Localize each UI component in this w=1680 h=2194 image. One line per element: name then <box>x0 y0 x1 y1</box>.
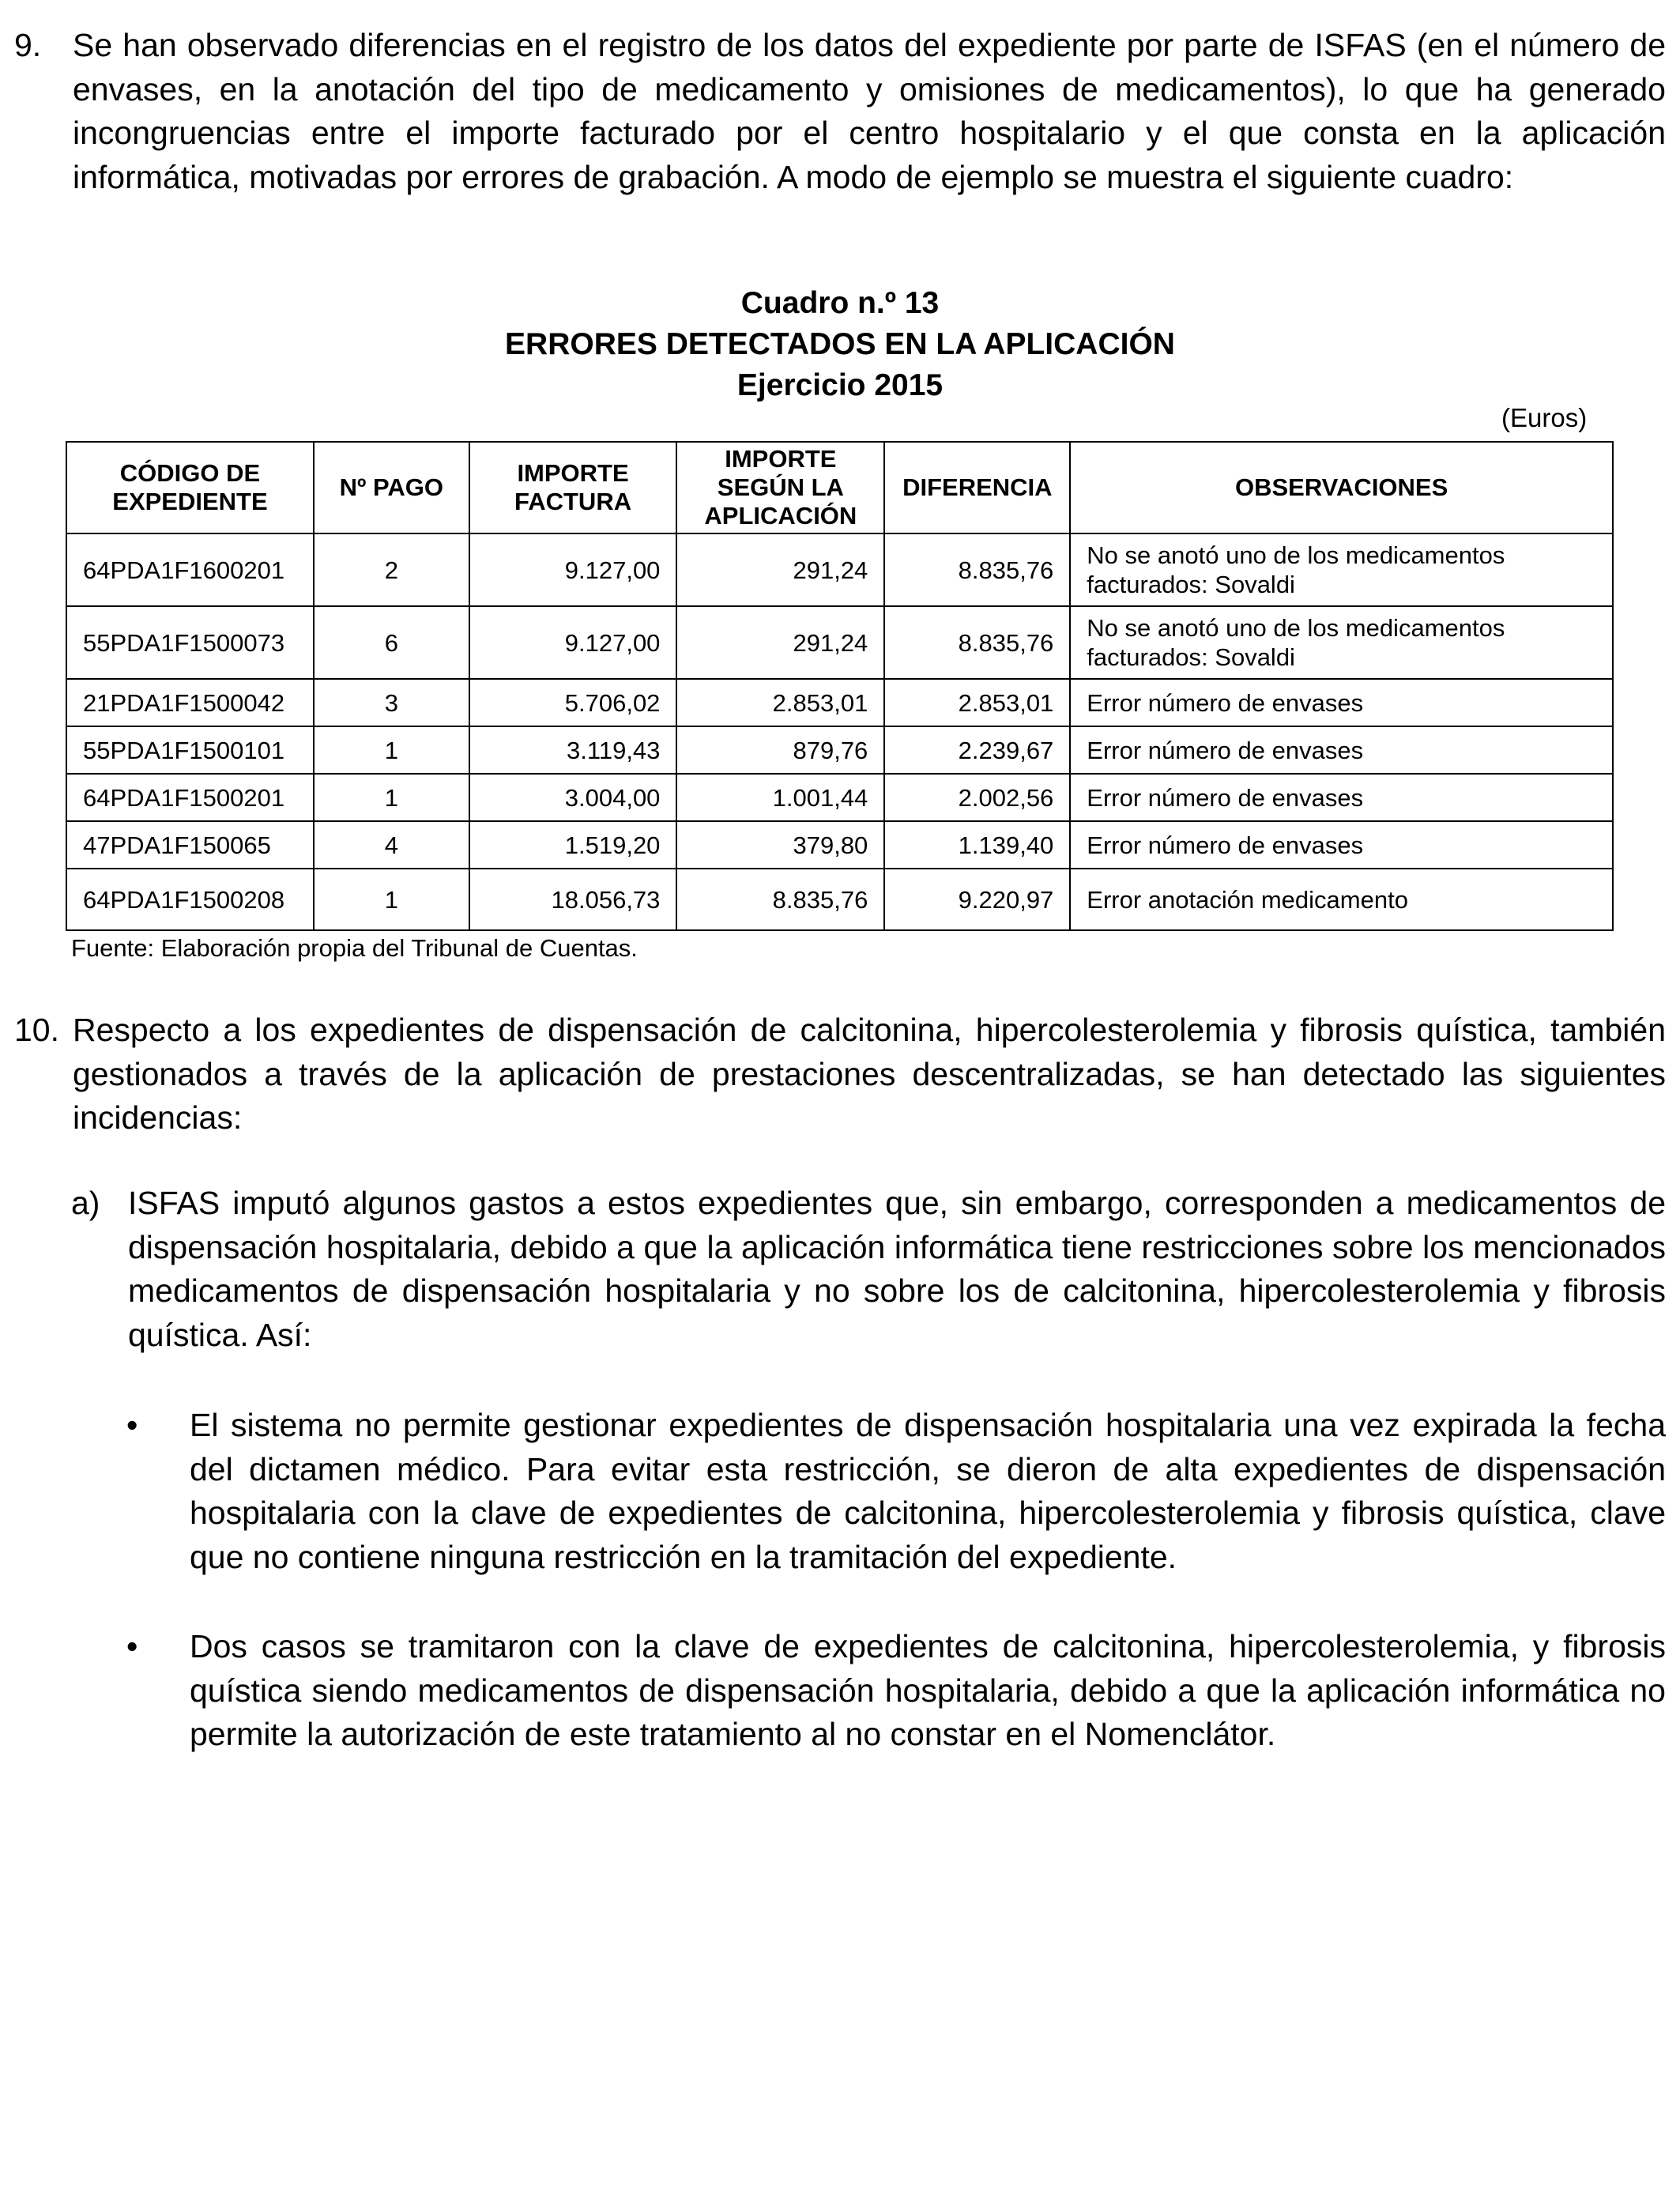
cell-importe-aplicacion: 291,24 <box>676 606 884 679</box>
cell-importe-factura: 9.127,00 <box>469 606 677 679</box>
cell-pago: 2 <box>314 533 469 606</box>
table-caption-number: Cuadro n.º 13 <box>740 286 940 320</box>
cell-observaciones: Error número de envases <box>1070 679 1613 726</box>
table-row <box>66 821 1613 869</box>
cell-importe-factura: 5.706,02 <box>469 679 677 726</box>
cell-observaciones: Error número de envases <box>1070 774 1613 821</box>
cell-pago: 6 <box>314 606 469 679</box>
cell-importe-factura: 3.119,43 <box>469 726 677 774</box>
cell-pago: 3 <box>314 679 469 726</box>
paragraph-text: Se han observado diferencias en el registro de los datos del expediente por parte de ISFAS (en el número de envases, en la anotación del tipo de medicamento y omisiones de medicamentos), lo que ha generado incongruencias entre el importe facturado por el centro hospitalario y el que consta en la aplicación informática, motivadas por errores de grabación. A modo de ejemplo se muestra el siguiente cuadro: <box>73 27 1666 195</box>
units-label: (Euros) <box>1501 403 1588 432</box>
table-source: Fuente: Elaboración propia del Tribunal de Cuentas. <box>71 934 638 962</box>
cell-importe-aplicacion: 379,80 <box>676 821 884 869</box>
subitem-text: ISFAS imputó algunos gastos a estos expedientes que, sin embargo, corresponden a medicamentos de dispensación hospitalaria, debido a que la aplicación informática tiene restricciones sobre los mencionados medicamentos de dispensación hospitalaria y no sobre los de calcitonina, hipercolesterolemia y fibrosis quística. Así: <box>128 1185 1666 1353</box>
table-row <box>66 606 1613 679</box>
cell-diferencia: 8.835,76 <box>884 606 1070 679</box>
cell-importe-aplicacion: 1.001,44 <box>676 774 884 821</box>
header-importe-factura: IMPORTE FACTURA <box>469 442 677 533</box>
cell-importe-aplicacion: 291,24 <box>676 533 884 606</box>
table-row <box>66 533 1613 606</box>
cell-importe-factura: 18.056,73 <box>469 869 677 930</box>
table-row <box>66 774 1613 821</box>
cell-observaciones: Error anotación medicamento <box>1070 869 1613 930</box>
header-codigo: CÓDIGO DE EXPEDIENTE <box>66 442 314 533</box>
cell-codigo: 64PDA1F1500208 <box>66 869 314 930</box>
bullet-dot-icon: • <box>126 1407 138 1443</box>
cell-codigo: 47PDA1F150065 <box>66 821 314 869</box>
table-caption-title: ERRORES DETECTADOS EN LA APLICACIÓN <box>505 327 1175 361</box>
cell-importe-aplicacion: 8.835,76 <box>676 869 884 930</box>
cell-codigo: 55PDA1F1500101 <box>66 726 314 774</box>
cell-importe-factura: 3.004,00 <box>469 774 677 821</box>
bullet-text: Dos casos se tramitaron con la clave de expedientes de calcitonina, hipercolesterolemia, y fibrosis quística siendo medicamentos de dispensación hospitalaria, debido a que la aplicación informática no permite la autorización de este tratamiento al no constar en el Nomenclátor. <box>190 1628 1666 1752</box>
cell-codigo: 55PDA1F1500073 <box>66 606 314 679</box>
cell-diferencia: 2.239,67 <box>884 726 1070 774</box>
cell-codigo: 64PDA1F1600201 <box>66 533 314 606</box>
bullet-item <box>126 1625 1666 1757</box>
cell-pago: 1 <box>314 726 469 774</box>
cell-diferencia: 8.835,76 <box>884 533 1070 606</box>
cell-codigo: 64PDA1F1500201 <box>66 774 314 821</box>
paragraph-item-9 <box>14 24 1666 199</box>
cell-importe-factura: 9.127,00 <box>469 533 677 606</box>
cell-importe-aplicacion: 879,76 <box>676 726 884 774</box>
cell-importe-aplicacion: 2.853,01 <box>676 679 884 726</box>
table-header-row <box>66 442 1613 533</box>
cell-observaciones: Error número de envases <box>1070 821 1613 869</box>
header-pago: Nº PAGO <box>314 442 469 533</box>
subitem-label: a) <box>71 1185 100 1221</box>
cell-pago: 1 <box>314 774 469 821</box>
item-number: 9. <box>14 27 42 63</box>
cell-diferencia: 2.002,56 <box>884 774 1070 821</box>
cell-observaciones: Error número de envases <box>1070 726 1613 774</box>
cell-pago: 1 <box>314 869 469 930</box>
cell-observaciones: No se anotó uno de los medicamentos facturados: Sovaldi <box>1070 606 1613 679</box>
bullet-item <box>126 1404 1666 1579</box>
cell-codigo: 21PDA1F1500042 <box>66 679 314 726</box>
header-importe-aplicacion: IMPORTE SEGÚN LA APLICACIÓN <box>676 442 884 533</box>
table-row <box>66 869 1613 930</box>
cell-diferencia: 1.139,40 <box>884 821 1070 869</box>
bullet-dot-icon: • <box>126 1628 138 1664</box>
item-number: 10. <box>14 1012 59 1048</box>
paragraph-text: Respecto a los expedientes de dispensación de calcitonina, hipercolesterolemia y fibrosis quística, también gestionados a través de la aplicación de prestaciones descentralizadas, se han detectado las siguientes incidencias: <box>73 1012 1666 1136</box>
table-row <box>66 726 1613 774</box>
cell-pago: 4 <box>314 821 469 869</box>
cell-importe-factura: 1.519,20 <box>469 821 677 869</box>
table-caption-year: Ejercicio 2015 <box>736 368 944 402</box>
paragraph-item-10 <box>14 1008 1666 1140</box>
cell-observaciones: No se anotó uno de los medicamentos facturados: Sovaldi <box>1070 533 1613 606</box>
subitem-a <box>71 1182 1666 1357</box>
table-row <box>66 679 1613 726</box>
header-diferencia: DIFERENCIA <box>884 442 1070 533</box>
bullet-text: El sistema no permite gestionar expedientes de dispensación hospitalaria una vez expirada la fecha del dictamen médico. Para evitar esta restricción, se dieron de alta expedientes de dispensación hospitalaria con la clave de expedientes de calcitonina, hipercolesterolemia y fibrosis quística, clave que no contiene ninguna restricción en la tramitación del expediente. <box>190 1407 1666 1575</box>
cell-diferencia: 2.853,01 <box>884 679 1070 726</box>
errors-table <box>66 441 1614 931</box>
cell-diferencia: 9.220,97 <box>884 869 1070 930</box>
header-observaciones: OBSERVACIONES <box>1070 442 1613 533</box>
